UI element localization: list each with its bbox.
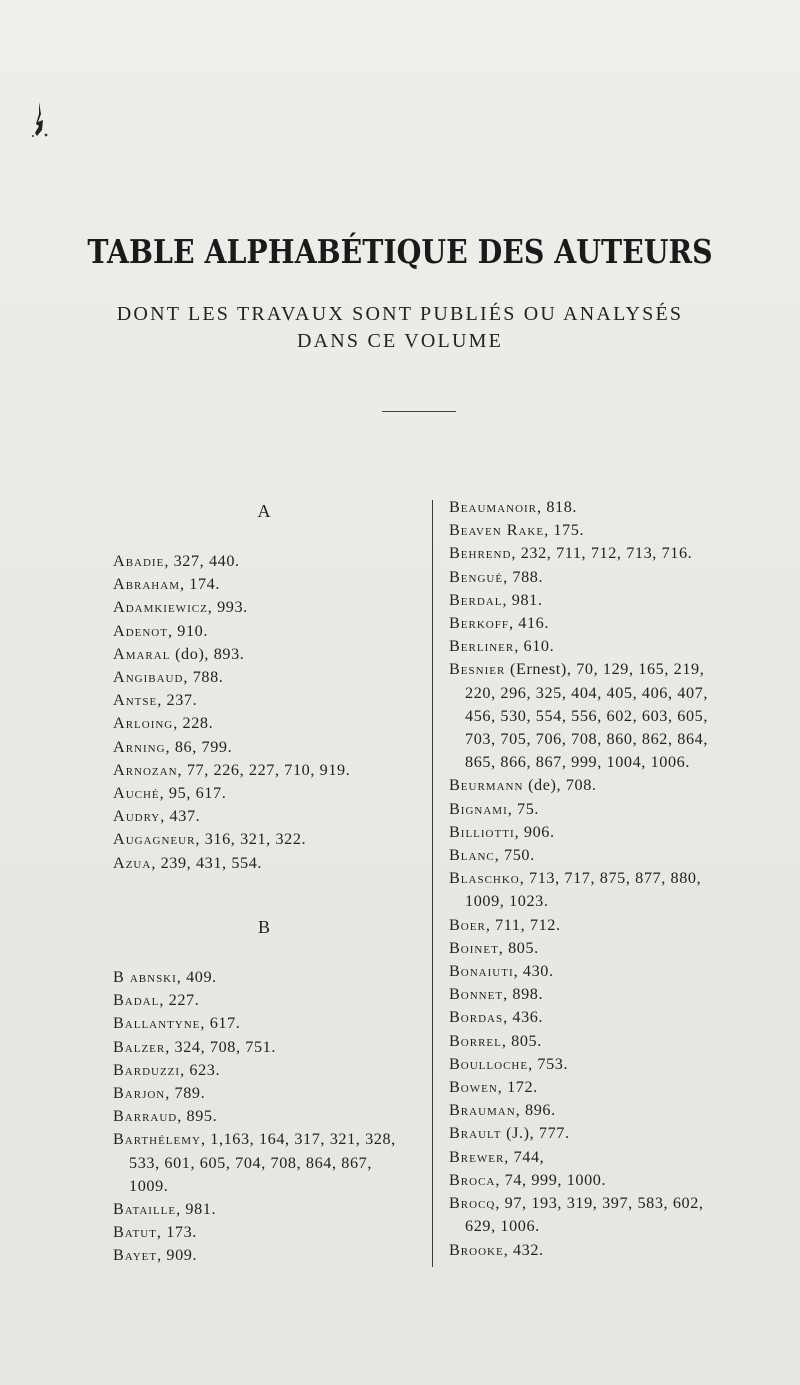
author-name: Abadie [113,552,165,570]
index-entry [449,1099,761,1122]
page-references: (de), 708. [523,776,597,795]
author-name: Bowen [449,1078,498,1097]
index-entry [113,712,423,735]
author-name: Brewer [449,1147,505,1166]
index-entry [113,828,423,851]
page-references: , 409. [176,968,217,986]
author-name: Batut [113,1223,157,1242]
index-entry [449,635,761,658]
index-entry [449,519,761,542]
author-name: Bonaiuti [449,962,514,981]
index-entry [449,774,761,797]
author-name: Besnier [449,660,506,679]
index-entry [113,736,423,759]
index-entry [449,1169,761,1192]
author-name: Barthélemy [113,1130,201,1149]
index-entry [113,852,423,875]
page-references: , 623. [180,1060,221,1079]
author-name: Arning [113,737,166,756]
index-entry [113,550,423,573]
page-references-continued: 220, 296, 325, 404, 405, 406, 407, [465,683,708,702]
page-references-continued: 703, 705, 706, 708, 860, 862, 864, [465,730,708,749]
page-references: , 86, 799. [165,737,233,756]
page-references: , 324, 708, 751. [165,1037,277,1056]
page-references: , 436. [503,1008,544,1027]
author-name: Adamkiewicz [113,598,208,617]
author-name: Berdal [449,590,503,609]
page-references-continued: 456, 530, 554, 556, 602, 603, 605, [465,706,708,725]
page-references: , 896. [515,1101,556,1120]
index-entry [449,983,761,1006]
author-name: Brooke [449,1240,504,1259]
page-references: , 437. [160,807,201,826]
title-divider [382,411,456,412]
page-references: , 788. [503,567,544,586]
page-references: , 788. [183,668,224,687]
author-name: Brault [449,1124,502,1143]
author-name: Bengué [449,567,504,586]
page-references-continued: 1009. [129,1176,169,1195]
author-name: Balzer [113,1037,166,1056]
page-references: , 895. [177,1107,218,1126]
page-references: , 711, 712. [485,915,561,934]
author-name: Behrend [449,544,512,563]
page-references: , 993. [207,598,248,617]
author-name: Amaral [113,644,171,663]
index-entry [449,612,761,635]
index-entry [449,1146,761,1169]
page-references-continued: 533, 601, 605, 704, 708, 864, 867, [129,1153,372,1172]
page-references: , 173. [156,1223,197,1242]
author-name: Berkoff [449,614,509,633]
page-subtitle-line2: DANS CE VOLUME [297,330,503,352]
index-entry [449,844,761,867]
index-entry [113,966,423,989]
page-references-continued: 629, 1006. [465,1217,540,1236]
index-column-left-a [113,550,423,875]
page-references: , 906. [514,822,555,841]
column-divider [432,500,433,1267]
page-references-continued: 865, 866, 867, 999, 1004, 1006. [465,753,690,772]
author-name: Brocq [449,1194,496,1213]
page-references: , 805. [498,938,539,957]
page-references: , 805. [501,1031,542,1050]
index-entry [449,867,761,890]
page-references: (Ernest), 70, 129, 165, 219, [505,660,705,679]
page-references: , 172. [497,1078,538,1097]
page-references: , 237. [157,691,198,710]
index-entry [449,1053,761,1076]
page-references: , 316, 321, 322. [195,830,307,849]
index-entry [113,689,423,712]
page-references: , 175. [544,521,585,540]
index-entry [449,542,761,565]
page-references: , 750. [494,846,535,865]
page-references: , 95, 617. [159,784,227,803]
index-entry [113,759,423,782]
author-name: Badal [113,991,160,1010]
author-name: Blanc [449,846,495,865]
page-references: , 898. [503,985,544,1004]
author-name: Broca [449,1170,496,1189]
author-name: Bignami [449,799,508,818]
author-name: Boer [449,915,486,934]
index-entry [449,798,761,821]
page-references: , 430. [513,962,554,981]
index-entry [113,1082,423,1105]
index-entry [449,960,761,983]
author-name: Azua [113,853,152,872]
index-entry [113,1221,423,1244]
author-name: Bayet [113,1246,158,1265]
index-column-right [449,496,761,1262]
index-entry [449,1006,761,1029]
index-entry [449,1030,761,1053]
index-entry [113,643,423,666]
page-references: , 227. [159,991,200,1010]
author-name: Boinet [449,938,499,957]
page-references: , 228. [173,714,214,733]
page-subtitle-line1: DONT LES TRAVAUX SONT PUBLIÉS OU ANALYSÉS [116,303,684,325]
page-title: TABLE ALPHABÉTIQUE DES AUTEURS [87,232,713,271]
author-name: Beaumanoir [449,498,538,516]
section-letter-b: B [257,917,270,937]
index-entry [449,658,761,681]
index-entry [449,496,761,519]
index-entry [113,1198,423,1221]
page-references: , 789. [165,1084,206,1103]
page-references: , 744, [504,1147,545,1166]
page-references: , 432. [503,1240,544,1259]
index-entry [113,596,423,619]
page-references: , 610. [514,637,555,656]
index-entry [113,573,423,596]
author-name: Brauman [449,1101,516,1120]
index-entry [113,1105,423,1128]
page-references: , 1,163, 164, 317, 321, 328, [200,1130,396,1149]
author-name: Arloing [113,714,174,733]
page-references: , 75. [507,799,540,818]
author-name: Antse [113,691,158,710]
author-name: Boulloche [449,1054,529,1073]
index-entry [113,1036,423,1059]
index-entry [113,1244,423,1267]
page-references: , 981. [176,1200,217,1219]
page-references: , 909. [157,1246,198,1265]
author-name: Bataille [113,1200,177,1219]
page-references: , 174. [179,575,221,594]
index-entry [113,1059,423,1082]
author-name: Borrel [449,1031,502,1050]
page-references: , 617. [200,1014,241,1033]
page-references: , 981. [502,590,543,609]
index-entry [449,1076,761,1099]
author-name: Billiotti [449,822,515,841]
index-column-left-b [113,966,423,1268]
author-name: Abraham [113,575,180,594]
page-references-continued: 1009, 1023. [465,892,549,911]
page-references: , 713, 717, 875, 877, 880, [519,869,702,888]
page-references: , 327, 440. [164,552,240,570]
author-name: Angibaud [113,668,184,687]
index-entry [113,805,423,828]
author-name: Barduzzi [113,1060,181,1079]
index-entry [113,620,423,643]
author-name: Adenot [113,621,168,640]
index-entry [113,666,423,689]
index-entry [449,914,761,937]
author-name: Ballantyne [113,1014,201,1033]
index-entry [449,1122,761,1145]
page-references: , 97, 193, 319, 397, 583, 602, [495,1194,704,1213]
author-name: Bonnet [449,985,504,1004]
author-name: Barraud [113,1107,178,1126]
page-references: , 74, 999, 1000. [495,1170,607,1189]
index-entry [449,937,761,960]
author-name: Barjon [113,1084,166,1103]
author-name: Bordas [449,1008,504,1027]
page-references: , 77, 226, 227, 710, 919. [177,760,351,779]
author-name: Arnozan [113,760,178,779]
page-references: , 232, 711, 712, 713, 716. [511,544,693,563]
page-references: , 239, 431, 554. [151,853,263,872]
page-references: , 753. [528,1054,569,1073]
author-name: Beurmann [449,776,524,795]
index-entry [113,989,423,1012]
index-entry [113,782,423,805]
index-entry [449,566,761,589]
page-references: (do), 893. [170,644,245,663]
author-name: Beaven Rake [449,521,545,540]
index-entry [113,1012,423,1035]
author-name: Augagneur [113,830,196,849]
index-entry [449,1192,761,1215]
index-entry [113,1128,423,1151]
page-references: , 416. [508,614,550,633]
section-letter-a: A [257,501,271,521]
page-references: (J.), 777. [501,1124,570,1143]
index-entry [449,821,761,844]
author-name: Auché [113,784,160,803]
author-name: Berliner [449,637,515,656]
index-entry [449,589,761,612]
page-references: , 910. [167,621,208,640]
author-name: B abnski [113,968,177,986]
author-name: Audry [113,807,161,826]
ink-blot-mark [30,100,52,140]
page-references: , 818. [537,498,578,516]
index-entry [449,1239,761,1262]
author-name: Blaschko [449,869,520,888]
